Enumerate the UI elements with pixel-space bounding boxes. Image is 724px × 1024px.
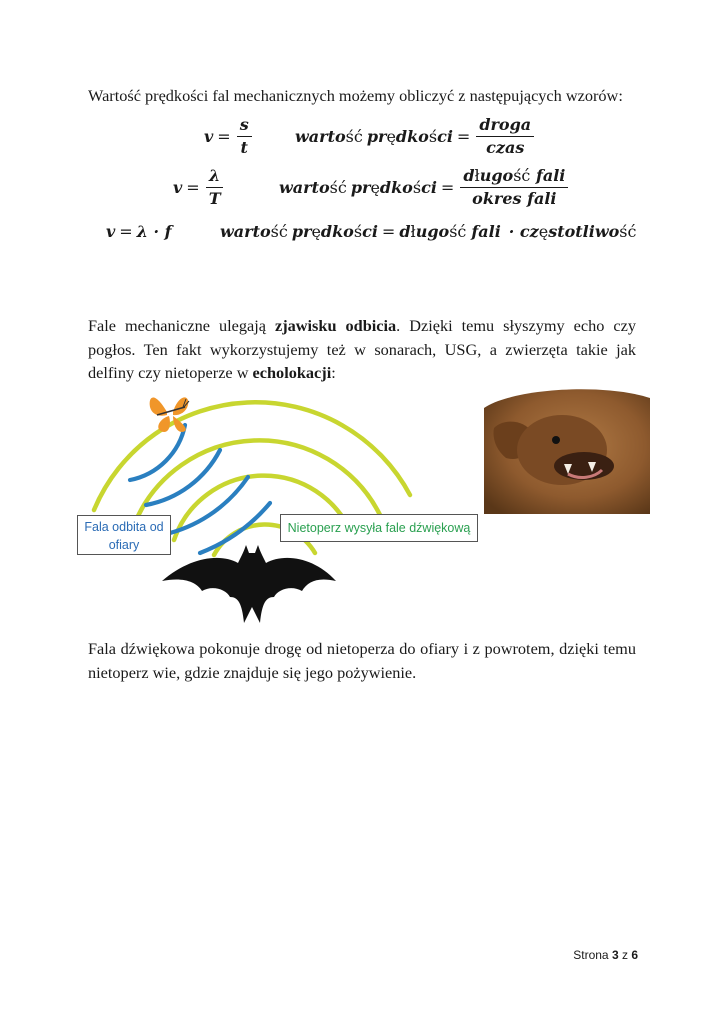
word-part: ci	[421, 178, 437, 197]
footer-sep: z	[618, 948, 632, 962]
formula-velocity-frequency: v = λ · f	[106, 222, 172, 241]
formula-velocity-frequency-words: warto ść pr ę dko ś ci = d ł ugo ść fali · cz ę stotliwo ść	[220, 222, 637, 241]
word-part: ś	[428, 127, 438, 146]
outgoing-wave-arc	[94, 402, 410, 510]
bat-photo	[484, 388, 650, 514]
paragraph-echo-path: Fala dźwiękowa pokonuje drogę od nietoperza do ofiary i z powrotem, dzięki temu nietoperz wie, gdzie znajduje się jego pożywienie.	[88, 639, 636, 682]
para-text: Fale mechaniczne ulegają	[88, 316, 275, 335]
word-part: ę	[386, 127, 396, 146]
denominator-t: t	[240, 138, 248, 157]
word-part: ś	[412, 178, 422, 197]
word-part: stotliwo	[548, 222, 620, 241]
word-part: fali	[535, 166, 566, 185]
bat-silhouette-icon	[162, 545, 336, 623]
word-part: pr	[366, 127, 387, 146]
echolocation-diagram	[70, 385, 490, 635]
word-part: d	[399, 222, 411, 241]
word-part: warto	[295, 127, 346, 146]
total-pages: 6	[631, 948, 638, 962]
formula-v: v	[173, 178, 183, 197]
word-part: ść	[329, 178, 347, 197]
label-reflected-wave: Fala odbita od ofiary	[77, 515, 171, 555]
denominator-okres-fali: okres fali	[472, 189, 557, 208]
formula-lambda-f: λ · f	[136, 222, 172, 241]
butterfly-icon	[150, 397, 189, 432]
word-part: ś	[353, 222, 363, 241]
word-part: pr	[350, 178, 371, 197]
fraction-droga-czas	[476, 116, 534, 157]
term-echolocation: echolokacji	[252, 363, 332, 382]
reflected-wave-arc	[200, 503, 270, 553]
numerator-wavelength	[460, 167, 568, 188]
word-part: ść	[619, 222, 637, 241]
formula-velocity-period: v = $\frac{\lambda}{T}$	[173, 167, 224, 208]
word-part: ł	[474, 166, 480, 185]
numerator-droga: droga	[476, 116, 534, 137]
formula-velocity-words: warto ść pr ę dko ś ci = $\frac{\text{droga}}{\text{czas}}$	[295, 116, 534, 157]
para-text: . Dzięki temu słyszymy echo czy pogłos. Ten fakt wykorzystujemy też w sonarach, USG, a zwierzęta takie jak delfiny czy nietoperze w	[88, 316, 636, 382]
reflected-wave-arc	[146, 450, 220, 505]
denominator-T: T	[208, 189, 221, 208]
paragraph-reflection	[88, 314, 636, 385]
intro-text: Wartość prędkości fal mechanicznych możemy obliczyć z następujących wzorów:	[88, 86, 623, 105]
word-part: ść	[513, 166, 531, 185]
label-bat-emits-wave: Nietoperz wysyła fale dźwiękową	[280, 514, 478, 542]
page-footer	[573, 948, 638, 962]
word-part: ci	[437, 127, 453, 146]
word-part: ci	[362, 222, 378, 241]
formula-v: v	[106, 222, 116, 241]
word-part: ę	[370, 178, 380, 197]
word-part: dko	[379, 178, 413, 197]
current-page: 3	[611, 948, 619, 962]
word-part: warto	[220, 222, 271, 241]
fraction-s-t	[237, 116, 252, 157]
word-part: warto	[279, 178, 330, 197]
word-part: ę	[538, 222, 549, 241]
formula-velocity-period-words: warto ść pr ę dko ś ci = $\frac{\text{długość fali}}{\text{okres fali}}$	[279, 167, 568, 208]
fraction-wavelength-period	[460, 167, 568, 208]
word-part: dko	[395, 127, 429, 146]
word-part: d	[463, 166, 475, 185]
formula-v: v	[204, 127, 214, 146]
word-part: · cz	[508, 222, 539, 241]
term-reflection: zjawisku odbicia	[274, 316, 397, 335]
fraction-lambda-T	[206, 167, 224, 208]
word-part: ugo	[415, 222, 450, 241]
word-part: ugo	[479, 166, 514, 185]
numerator-s: s	[237, 116, 252, 137]
word-part: ł	[410, 222, 416, 241]
word-part: pr	[291, 222, 312, 241]
word-part: ę	[311, 222, 321, 241]
word-part: ść	[449, 222, 467, 241]
word-part: fali	[471, 222, 501, 241]
para-text: :	[331, 363, 336, 382]
numerator-lambda: λ	[206, 167, 223, 188]
word-part: ść	[345, 127, 363, 146]
formula-velocity-simple: v = $\frac{s}{t}$	[204, 116, 252, 157]
denominator-czas: czas	[486, 138, 525, 157]
word-part: dko	[320, 222, 354, 241]
word-part: ść	[270, 222, 288, 241]
footer-prefix: Strona	[573, 948, 612, 962]
